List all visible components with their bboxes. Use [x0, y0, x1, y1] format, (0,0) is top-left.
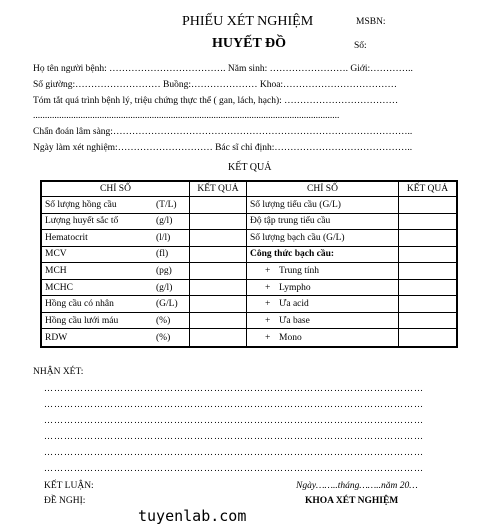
- indicator-cell: [42, 296, 190, 313]
- indicator-name: Độ tập trung tiểu cầu: [250, 216, 331, 227]
- indicator-cell: [42, 329, 190, 346]
- comment-line: ……………………………………………………………………………………………………: [44, 399, 424, 409]
- history-line: Tóm tắt quá trình bệnh lý, triệu chứng thực thể ( gan, lách, hạch): ………………………………: [33, 96, 399, 106]
- indicator-unit: (G/L): [156, 299, 178, 310]
- indicator-cell: [247, 197, 399, 214]
- indicator-cell: [247, 230, 399, 247]
- request-label: ĐỀ NGHỊ:: [44, 496, 86, 506]
- indicator-name: Mono: [279, 332, 302, 343]
- result-cell[interactable]: [399, 263, 456, 280]
- indicator-name: MCH: [45, 265, 67, 276]
- result-cell[interactable]: [190, 197, 247, 214]
- header-result-right: KẾT QUẢ: [399, 182, 456, 197]
- comment-line: ……………………………………………………………………………………………………: [44, 383, 424, 393]
- indicator-name: Trung tính: [279, 265, 320, 276]
- bed-room-line: Số giường:……………………… Buồng:………………… Khoa:………………………………: [33, 80, 398, 90]
- indicator-unit: (T/L): [156, 199, 177, 210]
- result-cell[interactable]: [190, 263, 247, 280]
- indicator-cell: [247, 263, 399, 280]
- indicator-unit: (%): [156, 332, 171, 343]
- form-title: PHIẾU XÉT NGHIỆM: [182, 14, 314, 29]
- indicator-unit: (fl): [156, 249, 169, 260]
- indicator-cell: [247, 214, 399, 231]
- plus-marker: +: [265, 282, 271, 293]
- indicator-cell: [247, 280, 399, 297]
- plus-marker: +: [265, 265, 271, 276]
- indicator-name: Hồng cầu lưới máu: [45, 315, 119, 326]
- indicator-cell: [42, 313, 190, 330]
- indicator-cell: [247, 247, 399, 264]
- result-cell[interactable]: [399, 230, 456, 247]
- indicator-name: Hồng cầu có nhân: [45, 299, 114, 310]
- indicator-name: RDW: [45, 332, 68, 343]
- history-continued-line: .................................................................................................................................: [33, 111, 340, 121]
- header-indicator-left: CHỈ SỐ: [42, 182, 190, 197]
- indicator-cell: [247, 296, 399, 313]
- comment-line: ……………………………………………………………………………………………………: [44, 463, 424, 473]
- indicator-cell: [42, 280, 190, 297]
- indicator-unit: (%): [156, 315, 171, 326]
- indicator-unit: (g/l): [156, 216, 173, 227]
- patient-info-line: Họ tên người bệnh: ………………………………. Năm sinh: ……………………. Giới:…………..: [33, 64, 413, 74]
- header-indicator-right: CHỈ SỐ: [247, 182, 399, 197]
- result-cell[interactable]: [190, 280, 247, 297]
- indicator-cell: [42, 263, 190, 280]
- lab-signature-label: KHOA XÉT NGHIỆM: [305, 496, 399, 506]
- result-cell[interactable]: [190, 214, 247, 231]
- plus-marker: +: [265, 299, 271, 310]
- result-cell[interactable]: [190, 247, 247, 264]
- result-cell[interactable]: [190, 313, 247, 330]
- results-title: KẾT QUẢ: [228, 162, 272, 173]
- indicator-unit: (l/l): [156, 232, 171, 243]
- date-line: Ngày……..tháng……..năm 20…: [296, 481, 418, 491]
- diagnosis-line: Chẩn đoán lâm sàng:…………………………………………………………………………………..: [33, 127, 413, 137]
- result-cell[interactable]: [399, 313, 456, 330]
- indicator-cell: [247, 313, 399, 330]
- watermark: tuyenlab.com: [138, 507, 247, 525]
- form-subtitle: HUYẾT ĐỒ: [212, 36, 287, 51]
- indicator-cell: [42, 230, 190, 247]
- result-cell[interactable]: [399, 197, 456, 214]
- indicator-cell: [42, 197, 190, 214]
- indicator-name: Ưa acid: [279, 299, 309, 310]
- comment-line: ……………………………………………………………………………………………………: [44, 431, 424, 441]
- indicator-unit: (g/l): [156, 282, 173, 293]
- indicator-name: Hematocrit: [45, 232, 88, 243]
- indicator-cell: [247, 329, 399, 346]
- indicator-unit: (pg): [156, 265, 172, 276]
- result-cell[interactable]: [190, 230, 247, 247]
- result-cell[interactable]: [399, 329, 456, 346]
- indicator-name: Số lượng bạch cầu (G/L): [250, 232, 345, 243]
- result-cell[interactable]: [190, 296, 247, 313]
- result-cell[interactable]: [190, 329, 247, 346]
- header-result-left: KẾT QUẢ: [190, 182, 247, 197]
- indicator-name: Công thức bạch cầu:: [250, 249, 335, 260]
- result-cell[interactable]: [399, 247, 456, 264]
- indicator-cell: [42, 214, 190, 231]
- comment-line: ……………………………………………………………………………………………………: [44, 447, 424, 457]
- indicator-cell: [42, 247, 190, 264]
- result-cell[interactable]: [399, 214, 456, 231]
- result-cell[interactable]: [399, 296, 456, 313]
- results-table: [40, 180, 458, 348]
- msbn-label: MSBN:: [356, 17, 386, 27]
- indicator-name: MCV: [45, 249, 67, 260]
- plus-marker: +: [265, 315, 271, 326]
- indicator-name: Lượng huyết sắc tố: [45, 216, 119, 227]
- plus-marker: +: [265, 332, 271, 343]
- indicator-name: Lympho: [279, 282, 311, 293]
- test-date-line: Ngày làm xét nghiệm:………………………… Bác sĩ chỉ định:……………………………………..: [33, 143, 413, 153]
- comment-line: ……………………………………………………………………………………………………: [44, 415, 424, 425]
- result-cell[interactable]: [399, 280, 456, 297]
- indicator-name: MCHC: [45, 282, 73, 293]
- indicator-name: Ưa base: [279, 315, 310, 326]
- number-label: Số:: [354, 41, 367, 51]
- indicator-name: Số lượng hồng cầu: [45, 199, 117, 210]
- indicator-name: Số lượng tiểu cầu (G/L): [250, 199, 341, 210]
- conclusion-label: KẾT LUẬN:: [44, 481, 94, 491]
- comments-label: NHẬN XÉT:: [33, 367, 84, 377]
